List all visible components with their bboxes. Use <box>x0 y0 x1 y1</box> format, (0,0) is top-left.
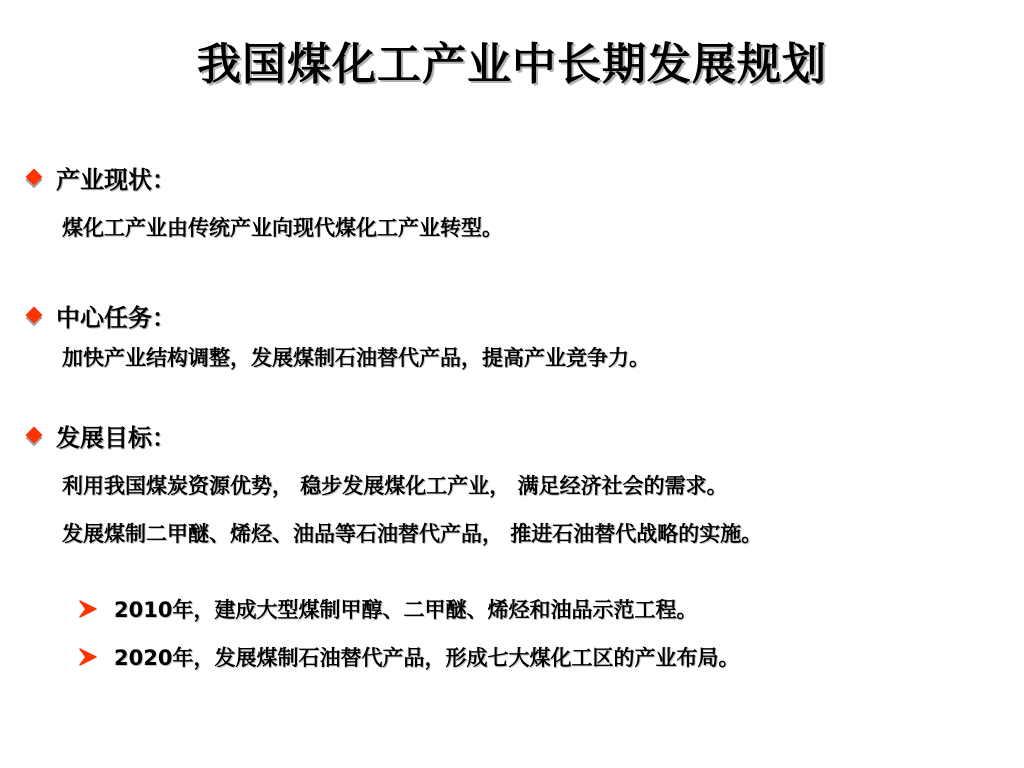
section-heading-goal <box>22 418 176 452</box>
diamond-icon <box>26 307 43 324</box>
milestone-text: 2020年，发展煤制石油替代产品，形成七大煤化工区的产业布局。 <box>114 646 740 670</box>
diamond-icon <box>26 427 43 444</box>
section-line-goal-1: 利用我国煤炭资源优势， 稳步发展煤化工产业， 满足经济社会的需求。 <box>62 474 728 498</box>
section-line-status: 煤化工产业由传统产业向现代煤化工产业转型。 <box>62 216 503 240</box>
section-heading-status <box>22 160 176 194</box>
arrow-right-icon <box>78 647 100 667</box>
section-line-goal-2: 发展煤制二甲醚、烯烃、油品等石油替代产品， 推进石油替代战略的实施。 <box>62 522 763 546</box>
slide-title: 我国煤化工产业中长期发展规划 <box>197 39 827 90</box>
milestone-item-2020 <box>78 642 739 672</box>
milestone-text: 2010年，建成大型煤制甲醇、二甲醚、烯烃和油品示范工程。 <box>114 598 698 622</box>
section-heading-text: 产业现状： <box>56 165 176 194</box>
diamond-icon <box>26 169 43 186</box>
section-line-task: 加快产业结构调整，发展煤制石油替代产品，提高产业竞争力。 <box>62 346 650 370</box>
milestone-item-2010 <box>78 594 697 624</box>
section-heading-text: 中心任务： <box>56 303 176 332</box>
arrow-right-icon <box>78 599 100 619</box>
section-heading-task <box>22 298 176 332</box>
section-heading-text: 发展目标： <box>56 423 176 452</box>
